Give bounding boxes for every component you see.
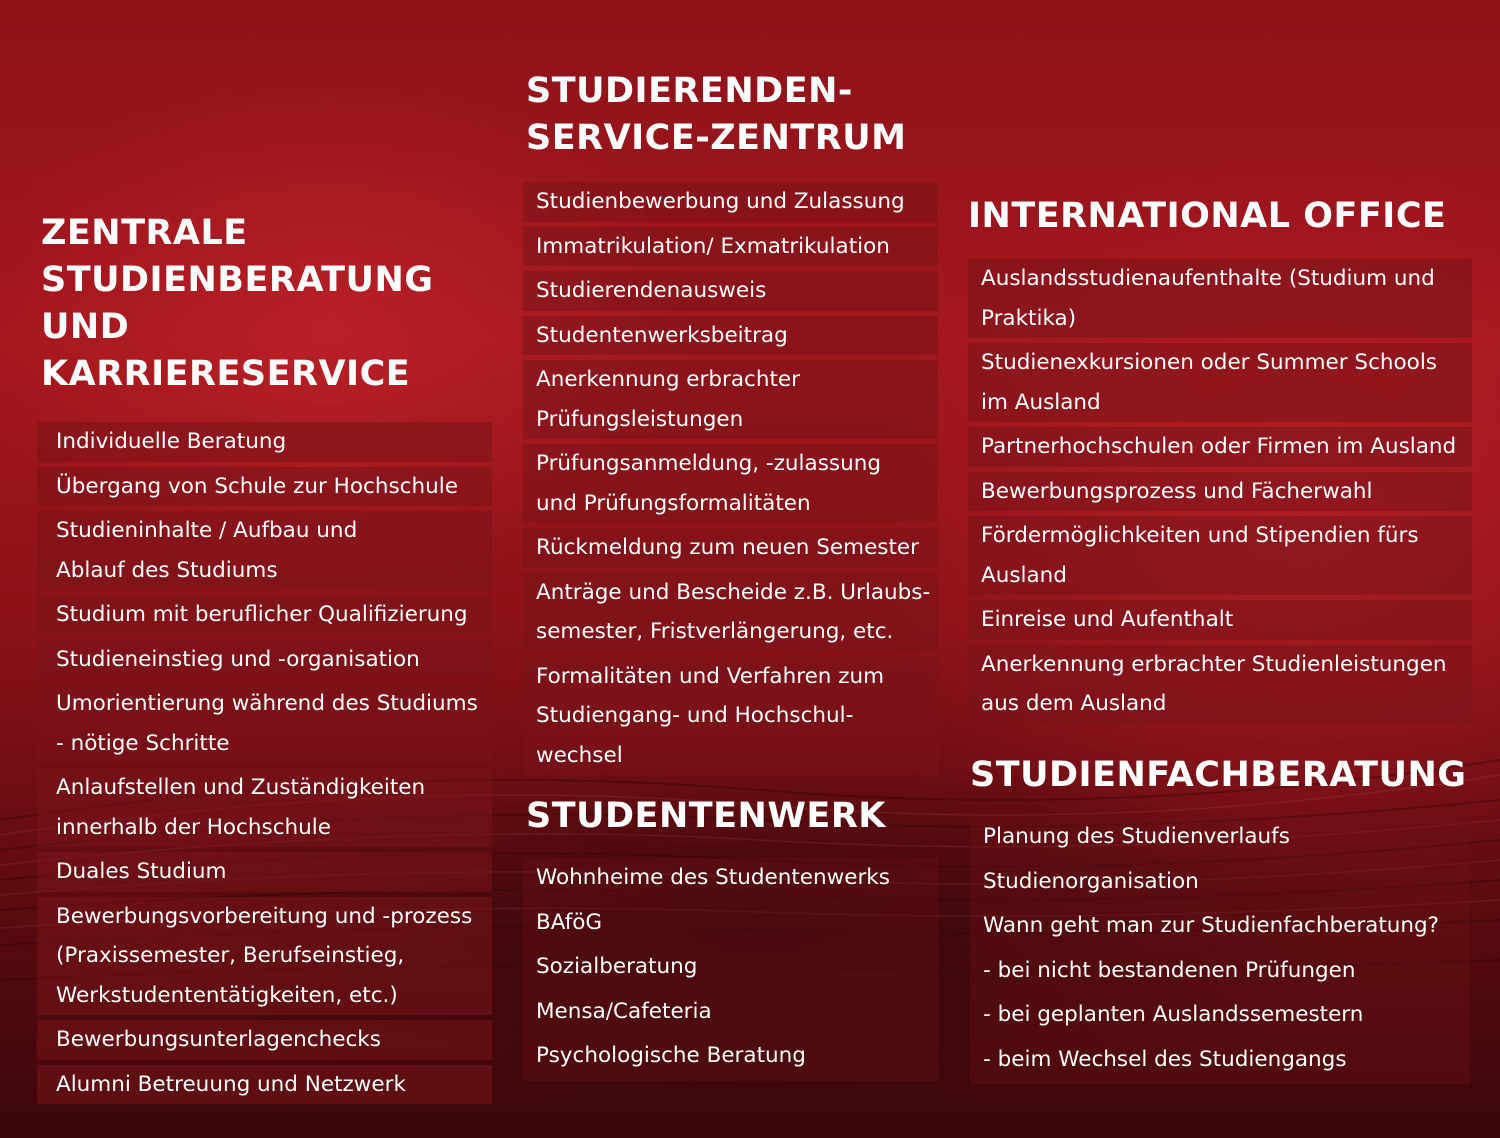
- studentenwerk-heading: STUDENTENWERK: [526, 796, 886, 836]
- studentenwerk-list: [523, 858, 938, 1081]
- list-item: Rückmeldung zum neuen Semester: [523, 528, 938, 573]
- list-item: Studienbewerbung und Zulassung: [523, 182, 938, 227]
- list-item: Bewerbungsprozess und Fächerwahl: [968, 472, 1472, 517]
- section-servicezentrum: [526, 68, 946, 162]
- list-item: Formalitäten und Verfahren zum Studiengang- und Hochschul- wechsel: [523, 657, 938, 781]
- studienberatung-heading: ZENTRALE STUDIENBERATUNG UND KARRIERESERVICE: [41, 213, 434, 394]
- studienfachberatung-list: [970, 817, 1470, 1084]
- servicezentrum-heading: STUDIERENDEN- SERVICE-ZENTRUM: [526, 71, 907, 158]
- list-item: Wohnheime des Studentenwerks: [523, 858, 938, 903]
- list-item: - beim Wechsel des Studiengangs: [970, 1040, 1470, 1085]
- list-item: Psychologische Beratung: [523, 1036, 938, 1081]
- list-item: Anlaufstellen und Zuständigkeiten innerhalb der Hochschule: [37, 768, 492, 852]
- section-studentenwerk: [526, 793, 946, 840]
- list-item: - bei nicht bestandenen Prüfungen: [970, 951, 1470, 996]
- list-item: Bewerbungsvorbereitung und -prozess (Praxissemester, Berufseinstieg, Werkstudententätigkeiten, etc.): [37, 897, 492, 1021]
- list-item: BAföG: [523, 903, 938, 948]
- international-heading: INTERNATIONAL OFFICE: [968, 196, 1447, 236]
- list-item: Studentenwerksbeitrag: [523, 316, 938, 361]
- list-item: Studieneinstieg und -organisation: [37, 640, 492, 685]
- studienberatung-list: [37, 422, 492, 1109]
- list-item: Sozialberatung: [523, 947, 938, 992]
- list-item: Bewerbungsunterlagenchecks: [37, 1020, 492, 1065]
- list-item: Fördermöglichkeiten und Stipendien fürs Ausland: [968, 516, 1472, 600]
- list-item: Planung des Studienverlaufs: [970, 817, 1470, 862]
- list-item: Studienorganisation: [970, 862, 1470, 907]
- studienfachberatung-heading: STUDIENFACHBERATUNG: [970, 755, 1467, 795]
- international-list: [968, 259, 1472, 729]
- section-international: [968, 193, 1488, 240]
- list-item: Einreise und Aufenthalt: [968, 600, 1472, 645]
- section-studienberatung: [41, 210, 501, 398]
- list-item: Mensa/Cafeteria: [523, 992, 938, 1037]
- list-item: Studieninhalte / Aufbau und Ablauf des Studiums: [37, 511, 492, 595]
- list-item: Alumni Betreuung und Netzwerk: [37, 1065, 492, 1110]
- servicezentrum-list: [523, 182, 938, 780]
- list-item: Anerkennung erbrachter Prüfungsleistungen: [523, 360, 938, 444]
- list-item: Studienexkursionen oder Summer Schools im Ausland: [968, 343, 1472, 427]
- list-item: Wann geht man zur Studienfachberatung?: [970, 906, 1470, 951]
- list-item: Individuelle Beratung: [37, 422, 492, 467]
- list-item: Übergang von Schule zur Hochschule: [37, 467, 492, 512]
- list-item: Umorientierung während des Studiums - nötige Schritte: [37, 684, 492, 768]
- list-item: Prüfungsanmeldung, -zulassung und Prüfungsformalitäten: [523, 444, 938, 528]
- list-item: Anträge und Bescheide z.B. Urlaubs- semester, Fristverlängerung, etc.: [523, 573, 938, 657]
- list-item: Anerkennung erbrachter Studienleistungen aus dem Ausland: [968, 645, 1472, 729]
- list-item: Partnerhochschulen oder Firmen im Ausland: [968, 427, 1472, 472]
- list-item: Studium mit beruflicher Qualifizierung: [37, 595, 492, 640]
- list-item: Duales Studium: [37, 852, 492, 897]
- list-item: Studierendenausweis: [523, 271, 938, 316]
- list-item: - bei geplanten Auslandssemestern: [970, 995, 1470, 1040]
- list-item: Immatrikulation/ Exmatrikulation: [523, 227, 938, 272]
- list-item: Auslandsstudienaufenthalte (Studium und Praktika): [968, 259, 1472, 343]
- section-studienfachberatung: [970, 752, 1490, 799]
